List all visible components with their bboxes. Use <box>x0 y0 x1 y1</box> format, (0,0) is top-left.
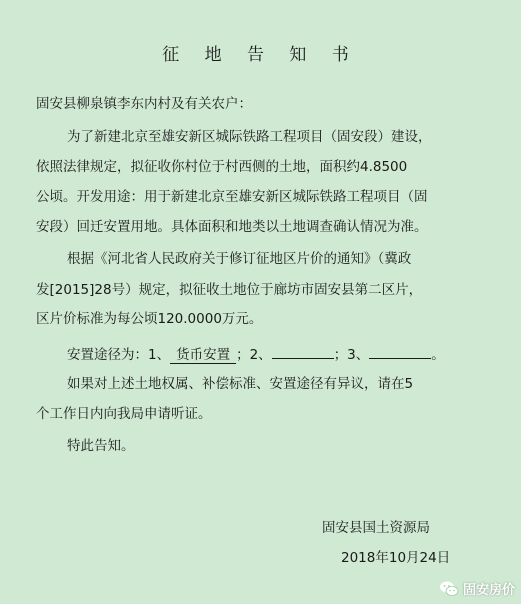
resettlement-end: 。 <box>431 347 445 363</box>
paragraph-2-line-1: 根据《河北省人民政府关于修订征地区片价的通知》（冀政 <box>67 251 412 267</box>
paragraph-2-line-2: 发[2015]28号）规定，拟征收土地位于廊坊市固安县第二区片， <box>36 282 423 298</box>
resettlement-blank-2 <box>272 343 334 359</box>
addressee: 固安县柳泉镇李东内村及有关农户： <box>36 96 252 112</box>
watermark-text: 固安房价 <box>462 583 515 598</box>
document-title: 征 地 告 知 书 <box>162 45 359 65</box>
paragraph-1-line-2: 依照法律规定，拟征收你村位于村西侧的土地，面积约4.8500 <box>36 159 408 175</box>
paragraph-4-line-2: 个工作日内向我局申请听证。 <box>36 406 212 422</box>
paragraph-1-line-1: 为了新建北京至雄安新区城际铁路工程项目（固安段）建设， <box>67 129 432 145</box>
resettlement-separator-2: ；2、 <box>236 347 272 363</box>
resettlement-blank-3 <box>369 343 431 359</box>
resettlement-options <box>67 343 445 364</box>
paragraph-1-line-4: 安段）回迁安置用地。具体面积和地类以土地调查确认情况为准。 <box>36 219 428 235</box>
resettlement-prefix: 安置途径为：1、 <box>67 347 171 363</box>
issue-date: 2018年10月24日 <box>341 550 451 566</box>
resettlement-separator-3: ；3、 <box>333 347 370 363</box>
watermark <box>439 579 515 598</box>
paragraph-2-line-3: 区片价标准为每公顷120.0000万元。 <box>36 311 263 327</box>
paragraph-1-line-3: 公顷。开发用途：用于新建北京至雄安新区城际铁路工程项目（固 <box>36 189 428 205</box>
paragraph-4-line-1: 如果对上述土地权属、补偿标准、安置途径有异议，请在5 <box>67 376 414 392</box>
issuer-signature: 固安县国土资源局 <box>322 520 430 536</box>
closing-remark: 特此告知。 <box>67 438 135 454</box>
wechat-icon <box>439 580 459 598</box>
resettlement-option-1: 货币安置 <box>170 347 236 364</box>
